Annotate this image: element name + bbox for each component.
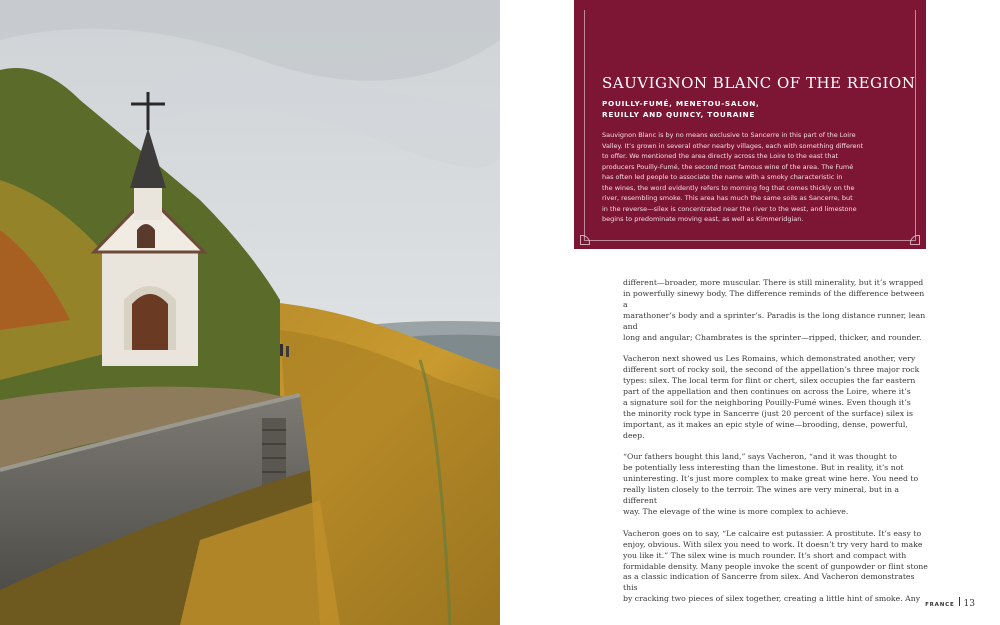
sidebar-title: SAUVIGNON BLANC OF THE REGION	[602, 74, 916, 92]
folio-divider	[959, 597, 960, 606]
sidebar-body-line: producers Pouilly-Fumé, the second most famous wine of the area. The Fumé	[602, 162, 854, 171]
sidebar-subtitle-line: POUILLY-FUMÉ, MENETOU-SALON,	[602, 99, 760, 108]
sidebar-subtitle-line: REUILLY AND QUINCY, TOURAINE	[602, 109, 756, 119]
text-line: long and angular; Chambrates is the sprinter—ripped, thicker, and rounder.	[623, 332, 922, 342]
text-line: in powerfully sinewy body. The difference reminds of the difference between a	[623, 288, 925, 309]
paragraph	[623, 354, 928, 441]
sidebar-body	[602, 130, 904, 225]
text-line: you like it.” The silex wine is much rounder. It’s short and compact with	[623, 550, 907, 560]
text-line: formidable density. Many people invoke the scent of gunpowder or flint stone	[623, 561, 928, 571]
text-line: be potentially less interesting than the limestone. But in reality, it’s not	[623, 463, 904, 473]
text-line: Vacheron next showed us Les Romains, which demonstrated another, very	[623, 354, 916, 364]
folio-section: FRANCE	[925, 602, 955, 608]
text-line: the minority rock type in Sancerre (just 20 percent of the surface) silex is	[623, 408, 913, 418]
sidebar-body-line: Sauvignon Blanc is by no means exclusive to Sancerre in this part of the Loire	[602, 131, 856, 139]
text-line: uninteresting. It’s just more complex to make great wine here. You need to	[623, 474, 919, 484]
text-line: different sort of rocky soil, the second of the appellation’s three major rock	[623, 365, 920, 375]
page-folio	[925, 591, 975, 610]
text-line: different—broader, more muscular. There is still minerality, but it’s wrapped	[623, 278, 924, 287]
paragraph	[623, 278, 928, 343]
text-line: enjoy, obvious. With silex you need to work. It doesn’t try very hard to make	[623, 539, 923, 549]
body-text	[623, 278, 928, 616]
text-line: way. The elevage of the wine is more complex to achieve.	[623, 507, 849, 516]
sidebar-body-line: river, resembling smoke. This area has much the same soils as Sancerre, but	[602, 194, 853, 202]
sidebar-body-line: has often led people to associate the name with a smoky characteristic in	[602, 173, 843, 181]
sidebar-body-line: to offer. We mentioned the area directly across the Loire to the east that	[602, 152, 839, 160]
text-page	[500, 0, 1000, 625]
sidebar-subtitle	[602, 99, 902, 120]
text-line: important, as it makes an epic style of wine—brooding, dense, powerful, deep.	[623, 419, 908, 440]
sidebar-body-line: begins to predominate moving east, as well as Kimmeridgian.	[602, 215, 804, 223]
text-line: part of the appellation and then continues on across the Loire, where it’s	[623, 387, 911, 397]
text-line: by cracking two pieces of silex together, creating a little hint of smoke. Any	[623, 594, 921, 604]
text-line: as a classic indication of Sancerre from silex. And Vacheron demonstrates this	[623, 572, 915, 593]
text-line: “Our fathers bought this land,” says Vacheron, “and it was thought to	[623, 452, 897, 462]
text-line: a signature soil for the neighboring Pouilly-Fumé wines. Even though it’s	[623, 397, 911, 407]
sidebar-box	[574, 0, 926, 249]
frame-corner-ornament	[910, 235, 920, 245]
text-line: Vacheron goes on to say, “Le calcaire est putassier. A prostitute. It’s easy to	[623, 528, 922, 538]
text-line: marathoner’s body and a sprinter’s. Paradis is the long distance runner, lean and	[623, 310, 926, 331]
sidebar-body-line: Valley. It’s grown in several other nearby villages, each with something different	[602, 141, 864, 150]
paragraph	[623, 529, 928, 605]
sidebar-body-line: in the reverse—silex is concentrated near the river to the west, and limestone	[602, 204, 857, 213]
paragraph	[623, 452, 928, 517]
text-line: types: silex. The local term for flint or chert, silex occupies the far eastern	[623, 376, 916, 386]
text-line: really listen closely to the terroir. The wines are very mineral, but in a different	[623, 485, 900, 506]
sidebar-body-line: the wines, the word evidently refers to morning fog that comes thickly on the	[602, 183, 855, 192]
page-number: 13	[963, 599, 975, 609]
